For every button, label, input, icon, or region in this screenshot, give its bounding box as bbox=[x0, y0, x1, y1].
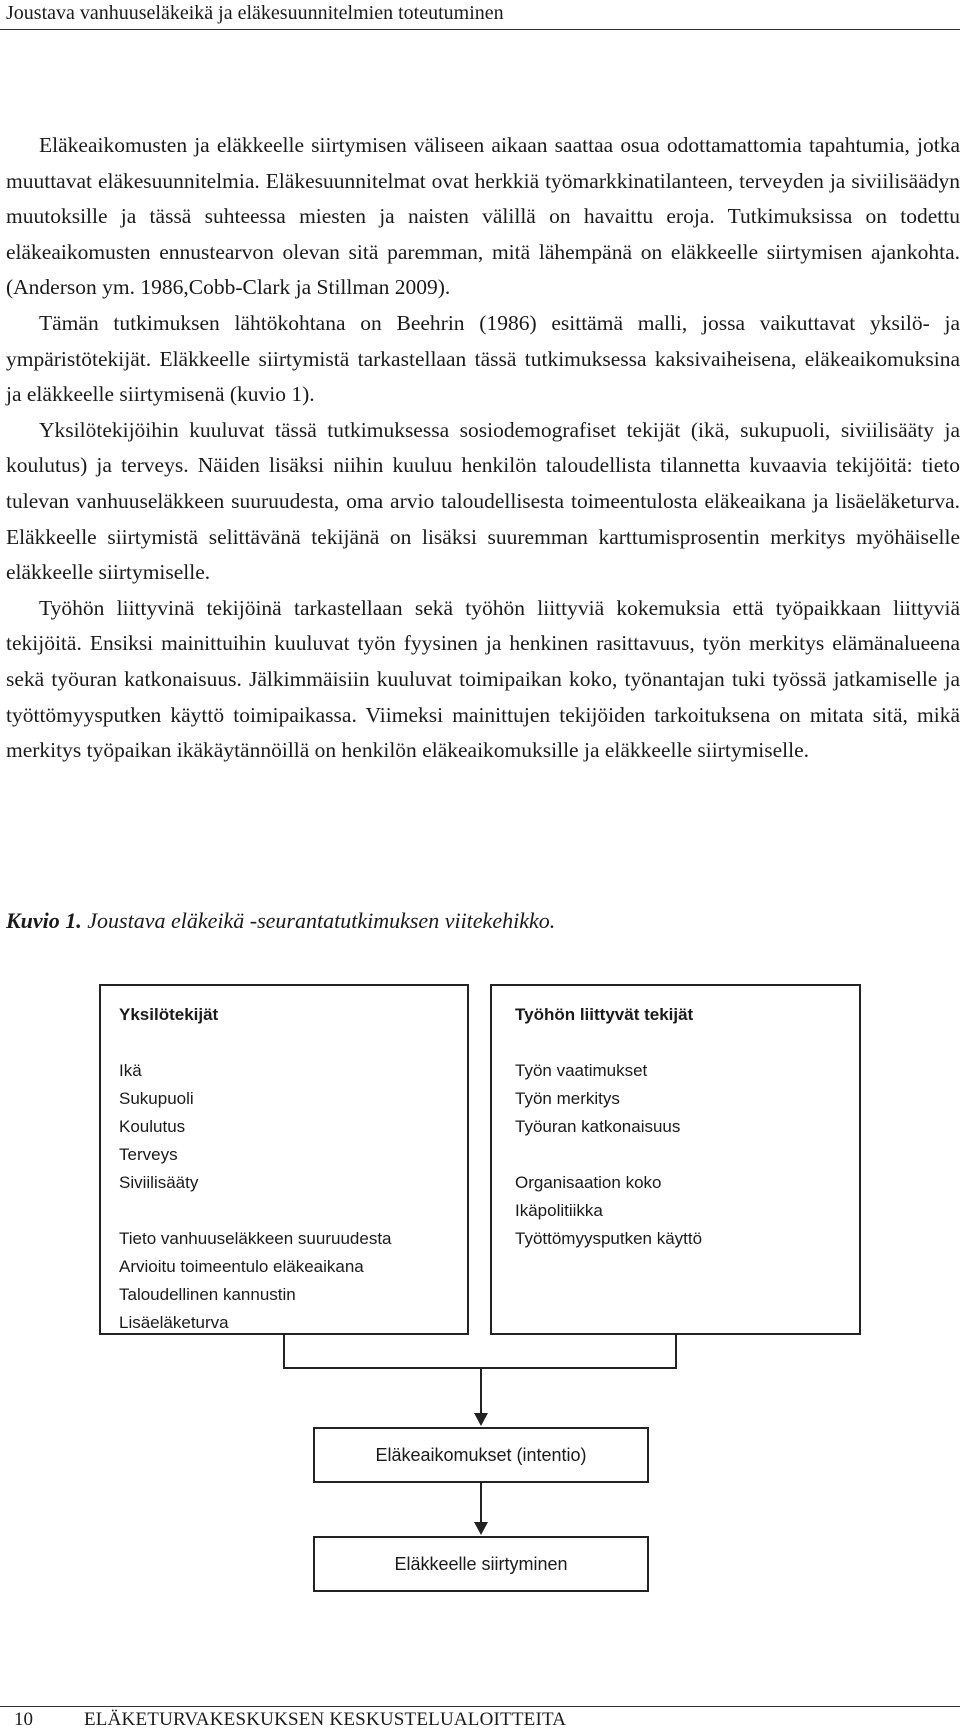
work-factors-group-1 bbox=[515, 1057, 836, 1141]
work-factors-group-2 bbox=[515, 1169, 836, 1253]
figure-caption-text: Joustava eläkeikä -seurantatutkimuksen viitekehikko. bbox=[87, 908, 556, 933]
list-item: Lisäeläketurva bbox=[119, 1313, 229, 1332]
paragraph-4: Työhön liittyvinä tekijöinä tarkastellaan sekä työhön liittyviä kokemuksia että työpaikkaan liittyviä tekijöitä. Ensiksi mainittuihin kuuluvat työn fyysinen ja henkinen rasittavuus, työn merkitys elämänalueena sekä työuran katkonaisuus. Jälkimmäisiin kuuluvat toimipaikan koko, työnantajan tuki työssä jatkamiselle ja työttömyysputken käyttö toimipaikassa. Viimeksi mainittujen tekijöiden tarkoituksena on mitata sitä, mikä merkitys työpaikan ikäkäytännöillä on henkilön eläkeaikomuksille ja eläkkeelle siirtymiselle. bbox=[6, 595, 960, 763]
figure-caption bbox=[6, 908, 555, 934]
individual-factors-group-2 bbox=[119, 1225, 449, 1337]
list-item: Organisaation koko bbox=[515, 1173, 662, 1192]
list-item: Sukupuoli bbox=[119, 1089, 194, 1108]
paragraph-1: Eläkeaikomusten ja eläkkeelle siirtymisen väliseen aikaan saattaa osua odottamattomia tapahtumia, jotka muuttavat eläkesuunnitelmia. Eläkesuunnitelmat ovat herkkiä työmarkkinatilanteen, terveyden ja siviilisäädyn muutoksille ja tässä suhteessa miesten ja naisten välillä on havaittu eroja. Tutkimuksissa on todettu eläkeaikomusten ennustearvon olevan sitä paremman, mitä lähempänä on eläkkeelle siirtymisen ajankohta. (Anderson ym. 1986,Cobb-Clark ja Stillman 2009). bbox=[6, 133, 960, 300]
paragraph-3: Yksilötekijöihin kuuluvat tässä tutkimuksessa sosiodemografiset tekijät (ikä, sukupuoli, siviilisääty ja koulutus) ja terveys. Näiden lisäksi niihin kuuluu henkilön taloudellista tilannetta kuvaavia tekijöitä: tieto tulevan vanhuuseläkkeen suuruudesta, oma arvio taloudellisesta toimeentulosta eläkeaikana ja lisäeläketurva. Eläkkeelle siirtymistä selittävänä tekijänä on lisäksi suuremman karttumisprosentin merkitys myöhäiselle eläkkeelle siirtymiselle. bbox=[6, 417, 960, 585]
list-item: Tieto vanhuuseläkkeen suuruudesta bbox=[119, 1229, 392, 1248]
page-number: 10 bbox=[14, 1709, 33, 1730]
list-item: Terveys bbox=[119, 1145, 178, 1164]
retirement-transition-label: Eläkkeelle siirtyminen bbox=[394, 1553, 568, 1574]
list-item: Työn vaatimukset bbox=[515, 1061, 648, 1080]
footer-rule bbox=[0, 1706, 960, 1707]
work-factors-title: Työhön liittyvät tekijät bbox=[515, 1005, 694, 1024]
list-item: Koulutus bbox=[119, 1117, 186, 1136]
publication-series: ELÄKETURVAKESKUKSEN KESKUSTELUALOITTEITA bbox=[84, 1709, 567, 1730]
body-text bbox=[6, 128, 960, 769]
running-header: Joustava vanhuuseläkeikä ja eläkesuunnitelmien toteutuminen bbox=[6, 2, 504, 24]
retirement-intentions-box bbox=[313, 1427, 649, 1483]
list-item: Ikä bbox=[119, 1061, 142, 1080]
list-item: Työn merkitys bbox=[515, 1089, 620, 1108]
individual-factors-group-1 bbox=[119, 1057, 449, 1197]
list-item: Siviilisääty bbox=[119, 1173, 199, 1192]
retirement-intentions-label: Eläkeaikomukset (intentio) bbox=[375, 1444, 587, 1465]
work-factors-box bbox=[490, 984, 861, 1335]
arrow-head-to-transition bbox=[474, 1522, 488, 1535]
list-item: Työttömyysputken käyttö bbox=[515, 1229, 703, 1248]
figure-label: Kuvio 1. bbox=[6, 908, 82, 933]
retirement-transition-box bbox=[313, 1536, 649, 1592]
list-item: Taloudellinen kannustin bbox=[119, 1285, 296, 1304]
list-item: Ikäpolitiikka bbox=[515, 1201, 603, 1220]
list-item: Työuran katkonaisuus bbox=[515, 1117, 681, 1136]
arrow-head-to-intent bbox=[474, 1413, 488, 1426]
header-rule bbox=[0, 29, 960, 30]
list-item: Arvioitu toimeentulo eläkeaikana bbox=[119, 1257, 364, 1276]
paragraph-2: Tämän tutkimuksen lähtökohtana on Beehrin (1986) esittämä malli, jossa vaikuttavat yksilö- ja ympäristötekijät. Eläkkeelle siirtymistä tarkastellaan tässä tutkimuksessa kaksivaiheisena, eläkeaikomuksina ja eläkkeelle siirtymisenä (kuvio 1). bbox=[6, 310, 960, 407]
individual-factors-box bbox=[99, 984, 469, 1335]
individual-factors-title: Yksilötekijät bbox=[119, 1005, 219, 1024]
